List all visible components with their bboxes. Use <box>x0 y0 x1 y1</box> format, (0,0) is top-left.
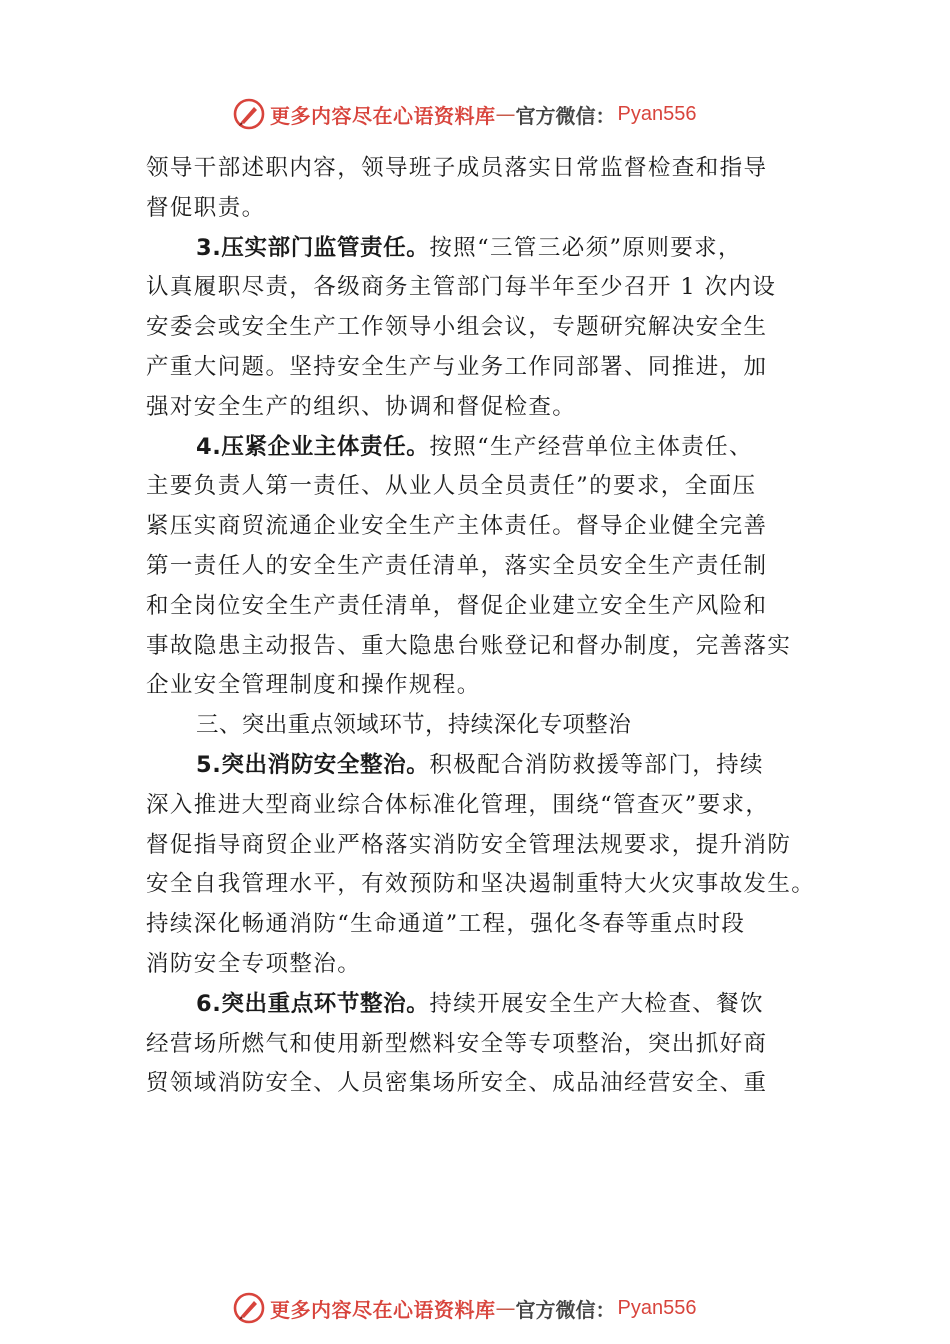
text-line: 认真履职尽责，各级商务主管部门每半年至少召开 1 次内设 <box>146 274 777 301</box>
item-heading-3: 3.压实部门监管责任。 <box>196 234 430 261</box>
text-line: 经营场所燃气和使用新型燃料安全等专项整治，突出抓好商 <box>146 1030 768 1057</box>
watermark-red-text: 更多内容尽在心语资料库 <box>270 103 496 128</box>
paragraph-5-first-line: 5.突出消防安全整治。积极配合消防救援等部门，持续 <box>196 751 764 778</box>
watermark-banner-top <box>232 96 696 132</box>
text-line: 强对安全生产的组织、协调和督促检查。 <box>146 393 577 420</box>
watermark-dark-text: 官方微信： <box>515 103 616 128</box>
text-line: 安委会或安全生产工作领导小组会议，专题研究解决安全生 <box>146 314 768 341</box>
document-body <box>146 149 826 1104</box>
text-line: 和全岗位安全生产责任清单，督促企业建立安全生产风险和 <box>146 592 768 619</box>
paragraph-3-first-line: 3.压实部门监管责任。按照“三管三必须”原则要求， <box>196 234 742 261</box>
item-heading-4: 4.压紧企业主体责任。 <box>196 433 430 460</box>
pen-in-circle-icon <box>232 1291 266 1325</box>
text-line: 消防安全专项整治。 <box>146 950 362 977</box>
watermark-banner-bottom <box>232 1290 696 1326</box>
text-line: 领导干部述职内容，领导班子成员落实日常监督检查和指导 <box>146 155 768 181</box>
paragraph-4-first-line: 4.压紧企业主体责任。按照“生产经营单位主体责任、 <box>196 433 753 460</box>
text-line: 第一责任人的安全生产责任清单，落实全员安全生产责任制 <box>146 552 768 579</box>
watermark-dark-text: 官方微信： <box>515 1297 616 1322</box>
watermark-wechat-id: Pyan556 <box>617 1296 697 1319</box>
paragraph-6-first-line: 6.突出重点环节整治。持续开展安全生产大检查、餐饮 <box>196 990 764 1017</box>
text-line: 安全自我管理水平，有效预防和坚决遏制重特大火灾事故发生。 <box>146 871 816 898</box>
item-heading-5: 5.突出消防安全整治。 <box>196 751 430 778</box>
text-line: 深入推进大型商业综合体标准化管理，围绕“管查灭”要求， <box>146 791 770 818</box>
watermark-red-text: 更多内容尽在心语资料库 <box>270 1297 496 1322</box>
text-line: 督促指导商贸企业严格落实消防安全管理法规要求，提升消防 <box>146 831 792 858</box>
watermark-separator: — <box>495 102 516 126</box>
section-heading-3: 三、突出重点领域环节，持续深化专项整治 <box>196 712 632 739</box>
text-line: 企业安全管理制度和操作规程。 <box>146 672 481 699</box>
text-line: 事故隐患主动报告、重大隐患台账登记和督办制度，完善落实 <box>146 632 792 659</box>
text-line: 督促职责。 <box>146 194 266 221</box>
pen-in-circle-icon <box>232 97 266 131</box>
watermark-separator: — <box>495 1296 516 1320</box>
item-heading-6: 6.突出重点环节整治。 <box>196 990 430 1017</box>
text-line: 紧压实商贸流通企业安全生产主体责任。督导企业健全完善 <box>146 513 768 540</box>
watermark-wechat-id: Pyan556 <box>617 102 697 125</box>
text-line: 主要负责人第一责任、从业人员全员责任”的要求，全面压 <box>146 473 757 500</box>
text-line: 贸领域消防安全、人员密集场所安全、成品油经营安全、重 <box>146 1070 768 1097</box>
text-line: 持续深化畅通消防“生命通道”工程，强化冬春等重点时段 <box>146 911 746 938</box>
text-line: 产重大问题。坚持安全生产与业务工作同部署、同推进，加 <box>146 353 768 380</box>
